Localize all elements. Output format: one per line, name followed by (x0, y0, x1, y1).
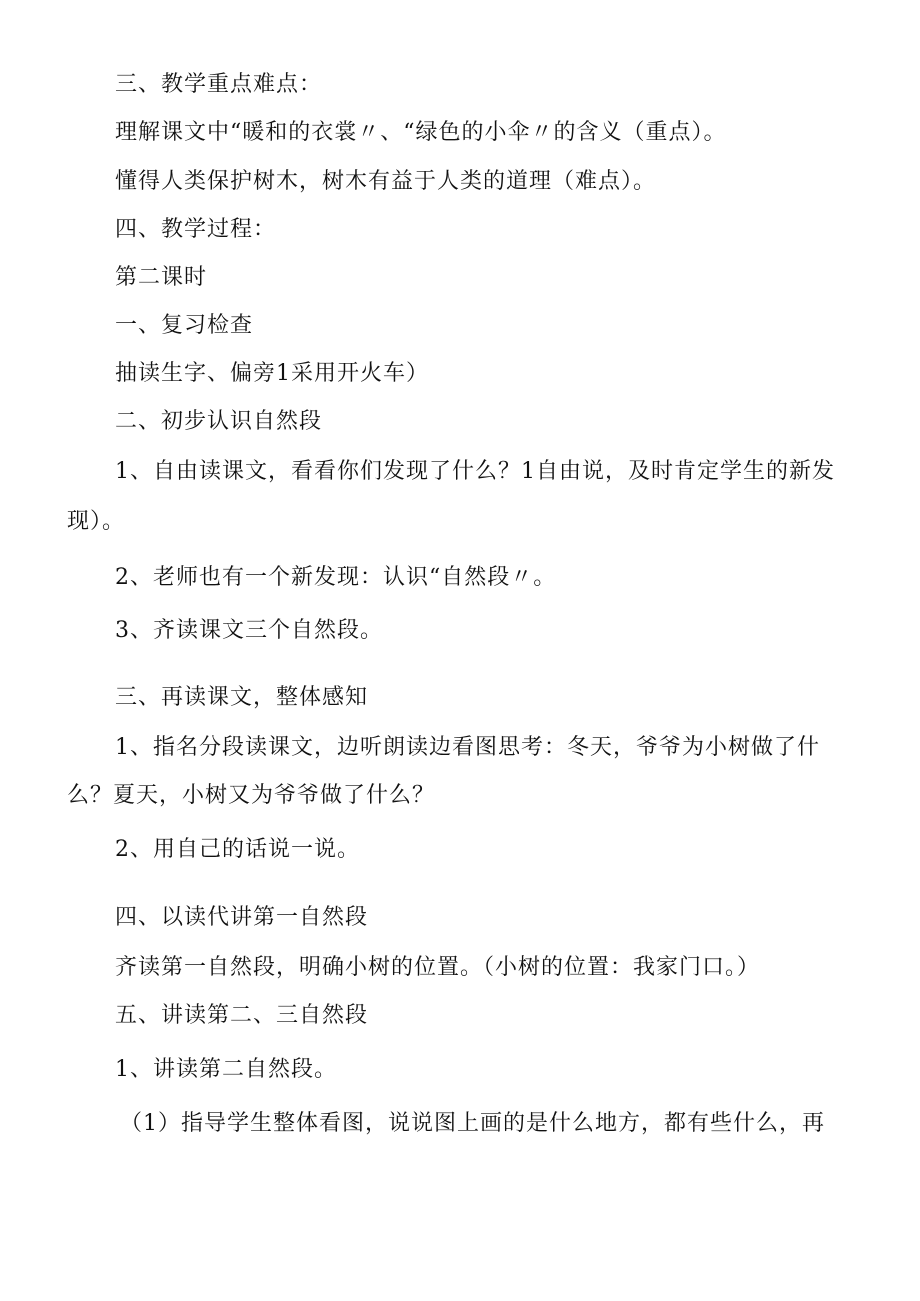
step-heading-reread: 三、再读课文，整体感知 (115, 685, 369, 710)
paragraph-key-point: 理解课文中“暖和的衣裳〃、“绿色的小伞〃的含义（重点）。 (115, 120, 727, 145)
step-heading-second-third: 五、讲读第二、三自然段 (115, 1003, 369, 1028)
section-heading-key-points: 三、教学重点难点： (115, 72, 323, 97)
lesson-label: 第二课时 (115, 265, 208, 290)
paragraph-second-item-1: 1、讲读第二自然段。 (115, 1057, 337, 1082)
paragraph-first-paragraph: 齐读第一自然段，明确小树的位置。（小树的位置：我家门口。） (115, 955, 761, 980)
paragraph-reread-item-2: 2、用自己的话说一说。 (115, 837, 360, 862)
section-heading-process: 四、教学过程： (115, 217, 277, 242)
paragraph-review: 抽读生字、偏旁1采用开火车） (115, 361, 429, 386)
paragraph-item-1-cont: 现）。 (67, 509, 126, 534)
step-heading-paragraphs: 二、初步认识自然段 (115, 409, 323, 434)
paragraph-item-3: 3、齐读课文三个自然段。 (115, 618, 383, 643)
paragraph-second-item-1-sub: （1）指导学生整体看图，说说图上画的是什么地方，都有些什么，再 (120, 1111, 825, 1136)
paragraph-item-1: 1、自由读课文，看看你们发现了什么？1自由说，及时肯定学生的新发 (115, 459, 835, 484)
paragraph-difficult-point: 懂得人类保护树木，树木有益于人类的道理（难点）。 (115, 169, 657, 194)
paragraph-reread-item-1-cont: 么？夏天，小树又为爷爷做了什么？ (67, 783, 436, 808)
step-heading-first-paragraph: 四、以读代讲第一自然段 (115, 905, 369, 930)
step-heading-review: 一、复习检查 (115, 313, 254, 338)
paragraph-reread-item-1: 1、指名分段读课文，边听朗读边看图思考：冬天，爷爷为小树做了什 (115, 735, 820, 760)
paragraph-item-2: 2、老师也有一个新发现：认识“自然段〃。 (115, 565, 557, 590)
